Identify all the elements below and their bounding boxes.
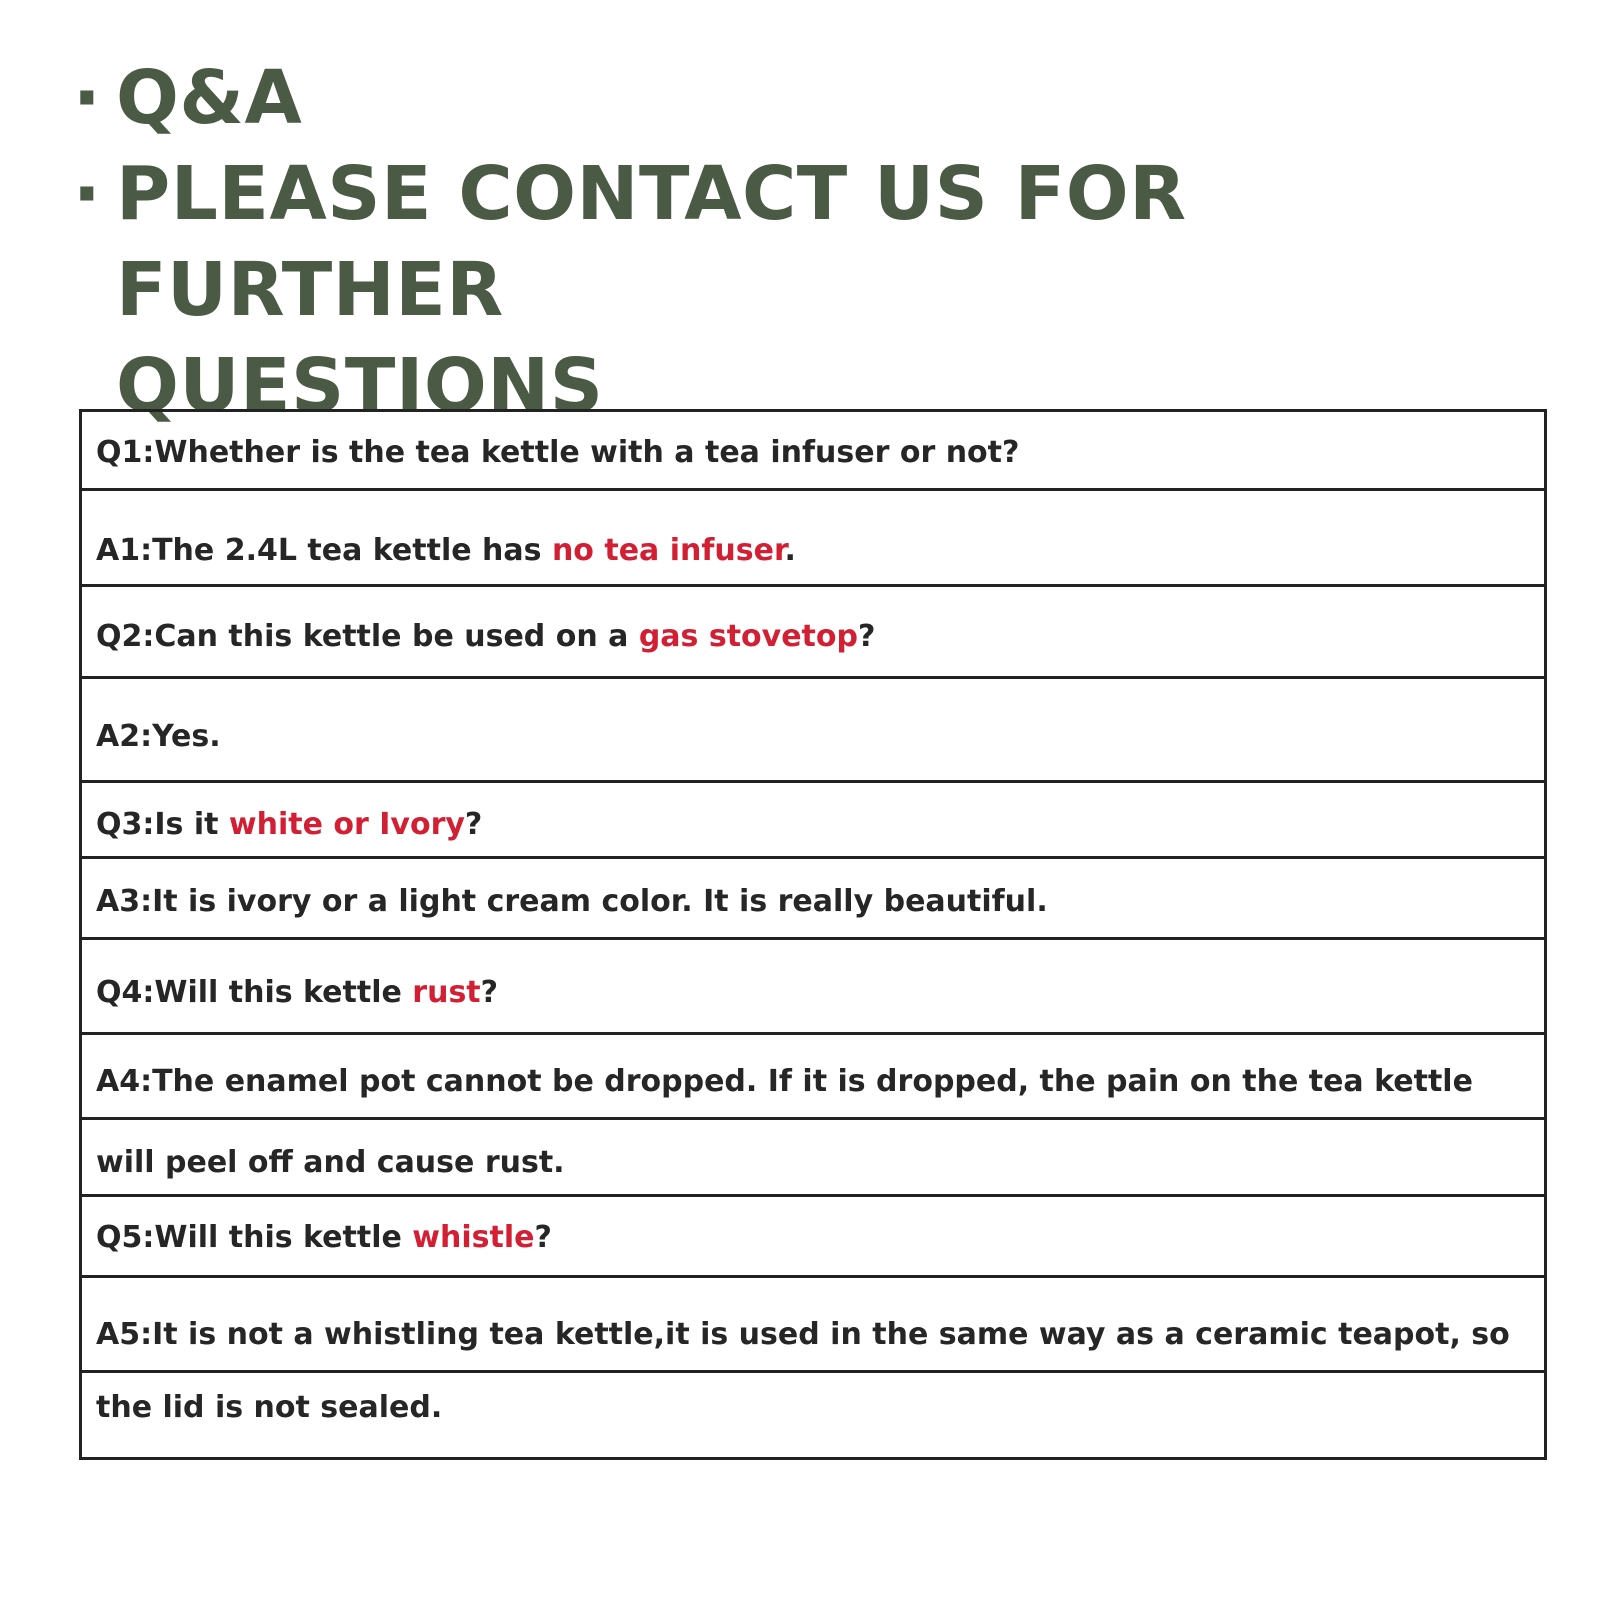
answer-row-2 <box>82 679 1544 783</box>
answer-row-3 <box>82 859 1544 940</box>
heading-qa-text: Q&A <box>116 55 303 141</box>
question-4-text: Q4:Will this kettle rust? <box>96 975 499 1010</box>
answer-row-4b <box>82 1120 1544 1197</box>
heading-contact-line-1: PLEASE CONTACT US FOR FURTHER <box>116 151 1187 333</box>
answer-row-1 <box>82 491 1544 587</box>
question-row-2 <box>82 587 1544 679</box>
answer-row-5a <box>82 1278 1544 1373</box>
question-1-text: Q1:Whether is the tea kettle with a tea infuser or not? <box>96 435 1020 470</box>
answer-row-5b <box>82 1373 1544 1457</box>
question-3-text: Q3:Is it white or Ivory? <box>96 807 483 842</box>
question-4-highlight: rust <box>412 975 481 1010</box>
answer-5-text-line-2: the lid is not sealed. <box>96 1390 443 1425</box>
heading-qa <box>70 50 1550 146</box>
qa-table <box>79 409 1547 1460</box>
page-heading <box>70 50 1550 434</box>
heading-contact-line-2: QUESTIONS <box>116 343 604 429</box>
question-2-text: Q2:Can this kettle be used on a gas stovetop? <box>96 619 876 654</box>
answer-4-text-line-2: will peel off and cause rust. <box>96 1145 565 1180</box>
question-row-4 <box>82 940 1544 1035</box>
answer-2-text: A2:Yes. <box>96 719 221 754</box>
question-5-highlight: whistle <box>412 1220 535 1255</box>
question-2-highlight: gas stovetop <box>638 619 858 654</box>
question-row-5 <box>82 1197 1544 1278</box>
question-row-3 <box>82 783 1544 859</box>
answer-row-4a <box>82 1035 1544 1120</box>
answer-4-text-line-1: A4:The enamel pot cannot be dropped. If it is dropped, the pain on the tea kettle <box>96 1064 1473 1099</box>
answer-1-highlight: no tea infuser <box>551 533 785 568</box>
heading-contact <box>70 146 1550 434</box>
question-3-highlight: white or Ivory <box>228 807 465 842</box>
answer-3-text: A3:It is ivory or a light cream color. It is really beautiful. <box>96 884 1048 919</box>
bullet-icon: · <box>72 55 102 141</box>
bullet-icon: · <box>72 151 102 237</box>
answer-1-text: A1:The 2.4L tea kettle has no tea infuser. <box>96 533 796 568</box>
question-5-text: Q5:Will this kettle whistle? <box>96 1220 552 1255</box>
answer-5-text-line-1: A5:It is not a whistling tea kettle,it is used in the same way as a ceramic teapot, so <box>96 1317 1510 1352</box>
question-row-1 <box>82 412 1544 491</box>
